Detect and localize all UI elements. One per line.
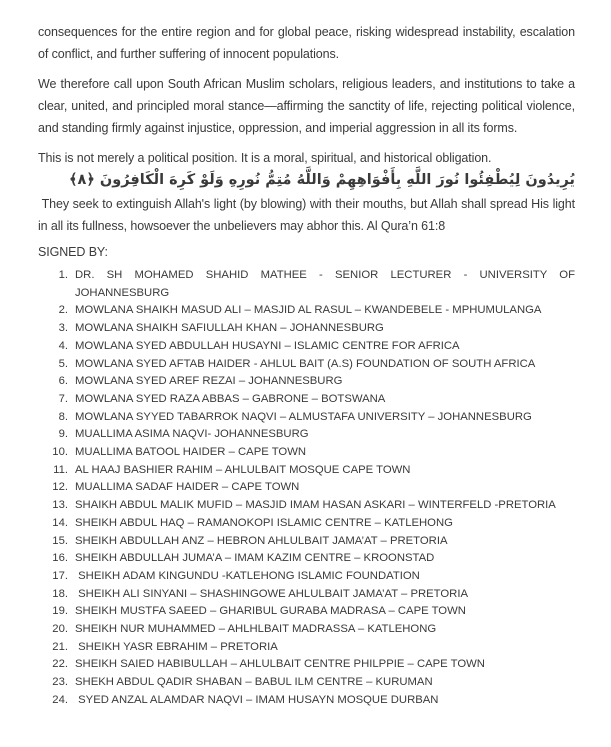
paragraph-consequences: consequences for the entire region and for global peace, risking widespread instability, escalation of conflict, and further suffering of innocent populations. <box>38 25 579 61</box>
signatories-list <box>38 267 579 710</box>
signatory-item <box>38 373 575 391</box>
signatory-number: 4. <box>58 339 68 352</box>
signatory-number: 6. <box>58 375 68 388</box>
signatory-number: 24. <box>52 693 68 706</box>
signatory-item <box>38 302 575 320</box>
signatory-number: 12. <box>52 481 68 494</box>
signatory-name: MOWLANA SYED AFTAB HAIDER - AHLUL BAIT (A.S) FOUNDATION OF SOUTH AFRICA <box>75 357 536 370</box>
signatory-number: 2. <box>58 304 68 317</box>
paragraph-call-to-action: We therefore call upon South African Muslim scholars, religious leaders, and institutions to take a clear, united, and principled moral stance—affirming the sanctity of life, rejecting political violence, and standing firmly against injustice, oppression, and imperial aggression in all its forms. <box>38 77 579 135</box>
signatory-number: 22. <box>52 658 68 671</box>
signatory-number: 17. <box>52 569 68 582</box>
signatory-name: SHEIKH ABDUL HAQ – RAMANOKOPI ISLAMIC CENTRE – KATLEHONG <box>75 516 453 529</box>
signatory-number: 16. <box>52 552 68 565</box>
signatory-item <box>38 674 575 692</box>
signatory-item <box>38 656 575 674</box>
signatory-name: SHEIKH ABDULLAH ANZ – HEBRON AHLULBAIT JAMA’AT – PRETORIA <box>75 534 448 547</box>
signatory-number: 9. <box>58 428 68 441</box>
signatory-number: 8. <box>58 410 68 423</box>
signatory-name: MOWLANA SYED RAZA ABBAS – GABRONE – BOTSWANA <box>75 392 386 405</box>
signatory-number: 19. <box>52 605 68 618</box>
signatory-name: SHEIKH SAIED HABIBULLAH – AHLULBAIT CENTRE PHILPPIE – CAPE TOWN <box>75 658 485 671</box>
signatory-name: MOWLANA SHAIKH SAFIULLAH KHAN – JOHANNESBURG <box>75 322 384 335</box>
signatory-item <box>38 621 575 639</box>
signatory-item <box>38 568 575 586</box>
signatory-item <box>38 603 575 621</box>
signatory-number: 23. <box>52 676 68 689</box>
signatory-number: 10. <box>52 446 68 459</box>
signatory-name: SYED ANZAL ALAMDAR NAQVI – IMAM HUSAYN MOSQUE DURBAN <box>75 693 439 706</box>
signatory-name: MOWLANA SHAIKH MASUD ALI – MASJID AL RASUL – KWANDEBELE - MPHUMULANGA <box>75 304 542 317</box>
signatory-item <box>38 550 575 568</box>
signatory-item <box>38 533 575 551</box>
signatory-item <box>38 692 575 710</box>
signatory-number: 18. <box>52 587 68 600</box>
signatory-number: 1. <box>58 269 68 281</box>
signatory-name: SHEIKH YASR EBRAHIM – PRETORIA <box>75 640 278 653</box>
signatory-name: DR. SH MOHAMED SHAHID MATHEE - SENIOR LECTURER - UNIVERSITY OF JOHANNESBURG <box>75 269 579 299</box>
signatory-number: 7. <box>58 392 68 405</box>
quran-verse-arabic: يُرِيدُونَ لِيُطْفِئُوا نُورَ اللَّهِ بِأَفْوَاهِهِمْ وَاللَّهُ مُتِمُّ نُورِهِ وَلَوْ كَرِهَ الْكَافِرُونَ ﴿٨﴾ <box>68 172 575 188</box>
signatory-name: SHEIKH NUR MUHAMMED – AHLHLBAIT MADRASSA – KATLEHONG <box>75 623 437 636</box>
signatory-name: MOWLANA SYYED TABARROK NAQVI – ALMUSTAFA UNIVERSITY – JOHANNESBURG <box>75 410 532 423</box>
signatory-name: SHEIKH ADAM KINGUNDU -KATLEHONG ISLAMIC FOUNDATION <box>75 569 420 582</box>
signatory-name: SHAIKH ABDUL MALIK MUFID – MASJID IMAM HASAN ASKARI – WINTERFELD -PRETORIA <box>75 499 556 512</box>
signatory-name: SHEIKH MUSTFA SAEED – GHARIBUL GURABA MADRASA – CAPE TOWN <box>75 605 466 618</box>
signatory-item <box>38 391 575 409</box>
signatory-item <box>38 497 575 515</box>
signatory-item <box>38 338 575 356</box>
signatory-name: MOWLANA SYED ABDULLAH HUSAYNI – ISLAMIC CENTRE FOR AFRICA <box>75 339 460 352</box>
signatory-item <box>38 267 579 302</box>
signatory-name: AL HAAJ BASHIER RAHIM – AHLULBAIT MOSQUE CAPE TOWN <box>75 463 411 476</box>
signatory-number: 5. <box>58 357 68 370</box>
signatory-item <box>38 409 575 427</box>
signatory-name: MUALLIMA ASIMA NAQVI- JOHANNESBURG <box>75 428 309 441</box>
signatory-name: MUALLIMA SADAF HAIDER – CAPE TOWN <box>75 481 300 494</box>
signatory-item <box>38 586 575 604</box>
signatory-name: SHEIKH ABDULLAH JUMA’A – IMAM KAZIM CENTRE – KROONSTAD <box>75 552 435 565</box>
signatory-number: 14. <box>52 516 68 529</box>
signatory-number: 11. <box>53 463 68 476</box>
signatory-number: 3. <box>58 322 68 335</box>
signatory-item <box>38 356 575 374</box>
signatory-number: 15. <box>52 534 68 547</box>
signatory-item <box>38 444 575 462</box>
quran-verse-translation: They seek to extinguish Allah's light (by blowing) with their mouths, but Allah shall spread His light in all its fullness, howsoever the unbelievers may abhor this. Al Qura’n 61:8 <box>38 197 579 233</box>
signed-by-heading: SIGNED BY: <box>38 245 108 259</box>
signatory-item <box>38 515 575 533</box>
signatory-name: SHEIKH ALI SINYANI – SHASHINGOWE AHLULBAIT JAMA’AT – PRETORIA <box>75 587 468 600</box>
signatory-item <box>38 479 575 497</box>
signatory-item <box>38 426 575 444</box>
paragraph-obligation: This is not merely a political position. It is a moral, spiritual, and historical obligation. <box>38 151 492 165</box>
signatory-name: SHEKH ABDUL QADIR SHABAN – BABUL ILM CENTRE – KURUMAN <box>75 676 433 689</box>
signatory-item <box>38 639 575 657</box>
signatory-name: MOWLANA SYED AREF REZAI – JOHANNESBURG <box>75 375 343 388</box>
signatory-number: 13. <box>52 499 68 512</box>
signatory-name: MUALLIMA BATOOL HAIDER – CAPE TOWN <box>75 446 307 459</box>
signatory-number: 20. <box>52 623 68 636</box>
signatory-item <box>38 320 575 338</box>
signatory-number: 21. <box>52 640 68 653</box>
signatory-item <box>38 462 575 480</box>
